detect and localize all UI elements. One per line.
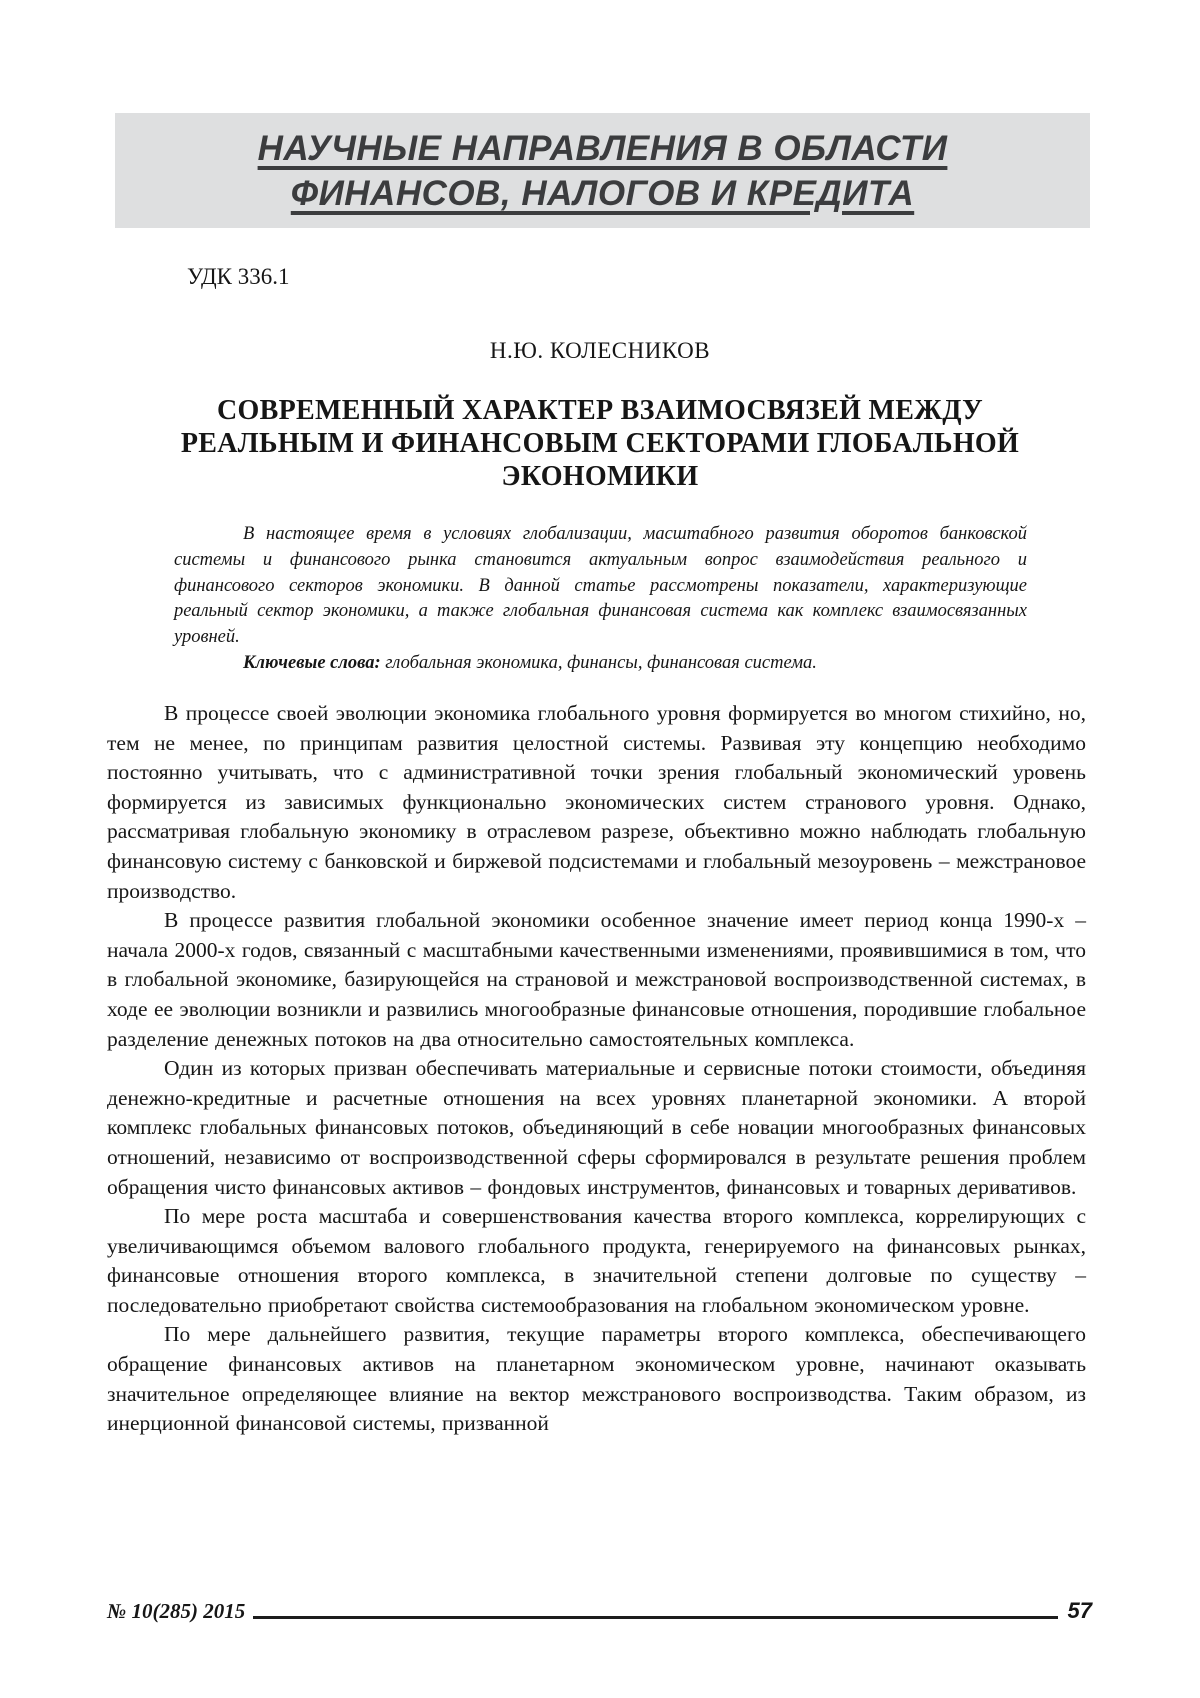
article-body	[107, 699, 1086, 1439]
keywords-label: Ключевые слова:	[243, 652, 381, 673]
abstract-text: В настоящее время в условиях глобализации, масштабного развития оборотов банковской системы и финансового рынка становится актуальным вопрос взаимодействия реального и финансового секторов экономики. В данной статье рассмотрены показатели, характеризующие реальный сектор экономики, а также глобальная финансовая система как комплекс взаимосвязанных уровней.	[174, 524, 1027, 648]
article-title-line3: ЭКОНОМИКИ	[501, 461, 699, 492]
footer-rule	[253, 1616, 1057, 1619]
author-name: Н.Ю. КОЛЕСНИКОВ	[489, 338, 711, 363]
article-title-line2: РЕАЛЬНЫМ И ФИНАНСОВЫМ СЕКТОРАМИ ГЛОБАЛЬНОЙ	[180, 428, 1020, 459]
article-title	[150, 394, 1050, 493]
article-title-line1: СОВРЕМЕННЫЙ ХАРАКТЕР ВЗАИМОСВЯЗЕЙ МЕЖДУ	[217, 395, 983, 426]
section-banner	[115, 113, 1090, 228]
section-banner-title-line2: ФИНАНСОВ, НАЛОГОВ И КРЕДИТА	[290, 173, 915, 213]
body-paragraph-3: Один из которых призван обеспечивать материальные и сервисные потоки стоимости, объединяя денежно-кредитные и расчетные отношения на всех уровнях планетарной экономики. А второй комплекс глобальных финансовых потоков, объединяющий в себе новации многообразных финансовых отношений, независимо от воспроизводственной сферы сформировался в результате решения проблем обращения чисто финансовых активов – фондовых инструментов, финансовых и товарных деривативов.	[107, 1056, 1086, 1199]
udc-code: УДК 336.1	[187, 264, 290, 289]
body-paragraph-4: По мере роста масштаба и совершенствования качества второго комплекса, коррелирующих с увеличивающимся объемом валового глобального продукта, генерируемого на финансовых рынках, финансовые отношения второго комплекса, в значительной степени долговые по существу – последовательно приобретают свойства системообразования на глобальном экономическом уровне.	[107, 1204, 1086, 1317]
page-footer	[107, 1598, 1092, 1624]
body-paragraph-5: По мере дальнейшего развития, текущие параметры второго комплекса, обеспечивающего обращение финансовых активов на планетарном экономическом уровне, начинают оказывать значительное определяющее влияние на вектор межстранового воспроизводства. Таким образом, из инерционной финансовой системы, призванной	[107, 1322, 1086, 1436]
abstract-block	[174, 522, 1027, 677]
body-paragraph-1: В процессе своей эволюции экономика глобального уровня формируется во многом стихийно, но, тем не менее, по принципам развития целостной системы. Развивая эту концепцию необходимо постоянно учитывать, что с административной точки зрения глобальный экономический уровень формируется из зависимых функционально экономических систем странового уровня. Однако, рассматривая глобальную экономику в отраслевом разрезе, объективно можно наблюдать глобальную финансовую систему с банковской и биржевой подсистемами и глобальный мезоуровень – межстрановое производство.	[107, 701, 1086, 903]
page-number: 57	[1067, 1598, 1092, 1623]
body-paragraph-2: В процессе развития глобальной экономики особенное значение имеет период конца 1990-х – начала 2000-х годов, связанный с масштабными качественными изменениями, проявившимися в том, что в глобальной экономике, базирующейся на страновой и межстрановой воспроизводственной системах, в ходе ее эволюции возникли и развились многообразные финансовые отношения, породившие глобальное разделение денежных потоков на два относительно самостоятельных комплекса.	[107, 908, 1086, 1051]
keywords-line	[174, 651, 1027, 677]
issue-number: № 10(285) 2015	[107, 1599, 246, 1623]
section-banner-title-line1: НАУЧНЫЕ НАПРАВЛЕНИЯ В ОБЛАСТИ	[257, 128, 948, 168]
keywords-value: глобальная экономика, финансы, финансовая система.	[380, 652, 817, 673]
